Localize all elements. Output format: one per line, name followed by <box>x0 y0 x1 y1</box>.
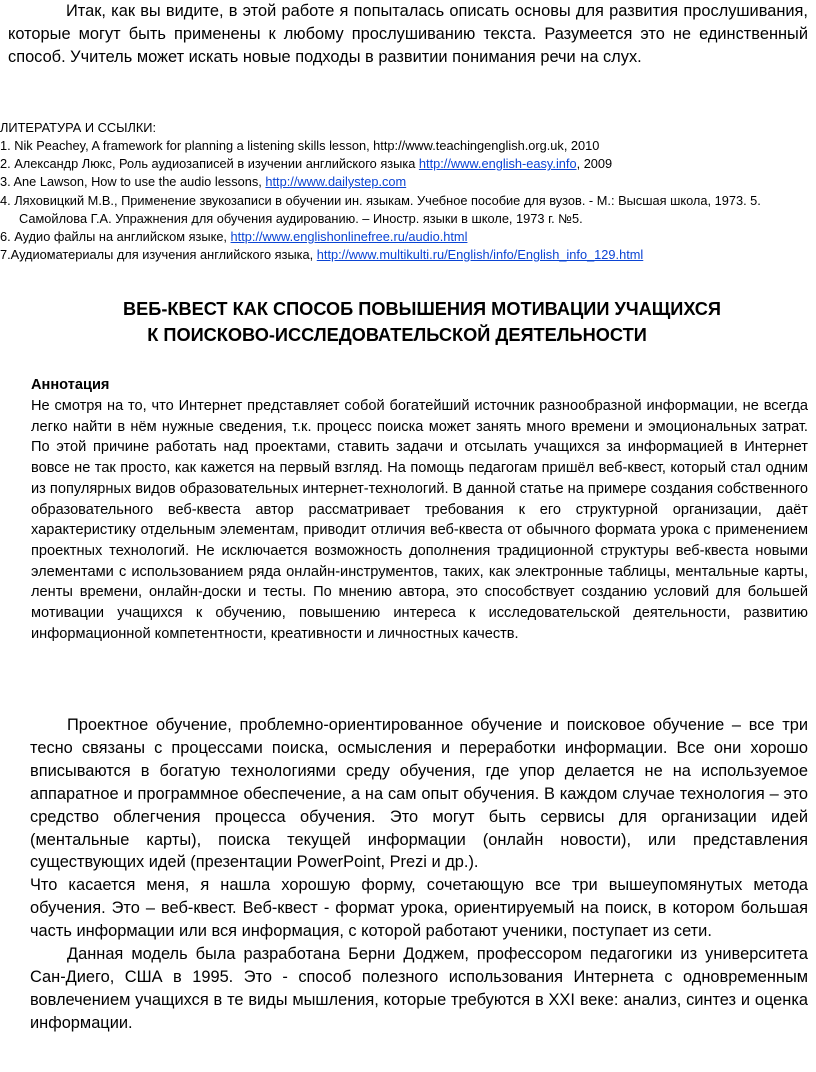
reference-link-3[interactable]: http://www.dailystep.com <box>265 174 407 190</box>
body-paragraph: Данная модель была разработана Берни Доджем, профессором педагогики из университета Сан-Диего, США в 1995. Это - способ полезного использования Интернета с одновременным вовлечением учащихся в те виды мышления, которые требуются в XXI веке: анализ, синтез и оценка информации. <box>30 945 808 1032</box>
body-paragraph: Проектное обучение, проблемно-ориентированное обучение и поисковое обучение – все три тесно связаны с процессами поиска, осмысления и переработки информации. Все они хорошо вписываются в богатую технологиями среду обучения, где упор делается не на используемое аппаратное и программное обеспечение, а на сам опыт обучения. В каждом случае технология – это средство облегчения процесса обучения. Это могут быть сервисы для организации идей (ментальные карты), поиска текущей информации (онлайн новости), или представления существующих идей (презентации PowerPoint, Prezi и др.). <box>30 716 808 872</box>
abstract-heading: Аннотация <box>31 377 110 393</box>
reference-item-1: 1. Nik Peachey, A framework for planning a listening skills lesson, http://www.teachingenglish.org.uk, 2010 <box>0 138 600 153</box>
references-list <box>0 137 810 264</box>
reference-item-2: 2. Александр Люкс, Роль аудиозаписей в изучении английского языка http://www.english-easy.info, 2009 <box>0 156 613 172</box>
reference-link-2[interactable]: http://www.english-easy.info <box>418 156 577 172</box>
article-title-line-1: ВЕБ-КВЕСТ КАК СПОСОБ ПОВЫШЕНИЯ МОТИВАЦИИ УЧАЩИХСЯ <box>122 299 721 319</box>
article-title-line-2: К ПОИСКОВО-ИССЛЕДОВАТЕЛЬСКОЙ ДЕЯТЕЛЬНОСТИ <box>147 325 647 345</box>
body-paragraph: Что касается меня, я нашла хорошую форму, сочетающую все три вышеупомянутых метода обучения. Это – веб-квест. Веб-квест - формат урока, ориентируемый на поиск, в котором большая часть информации или вся информация, с которой работают ученики, поступает из сети. <box>30 876 808 941</box>
intro-paragraph: Итак, как вы видите, в этой работе я попыталась описать основы для развития прослушивания, которые могут быть применены к любому прослушиванию текста. Разумеется это не единственный способ. Учитель может искать новые подходы в развитии понимания речи на слух. <box>8 2 808 66</box>
article-body <box>30 714 808 1035</box>
reference-item-7: 7.Аудиоматериалы для изучения английского языка, http://www.multikulti.ru/English/info/English_info_129.html <box>0 247 644 263</box>
reference-item-3: 3. Ane Lawson, How to use the audio lessons, http://www.dailystep.com <box>0 174 407 190</box>
reference-item-4: 4. Ляховицкий М.В., Применение звукозаписи в обучении ин. языкам. Учебное пособие для вузов. - М.: Высшая школа, 1973. 5. Самойлова Г.А. Упражнения для обучения аудированию. – Иностр. языки в школе, 1973 г. №5. <box>0 192 761 226</box>
article-title <box>0 296 816 348</box>
references-title: ЛИТЕРАТУРА И ССЫЛКИ: <box>0 120 157 135</box>
reference-link-7[interactable]: http://www.multikulti.ru/English/info/English_info_129.html <box>316 247 644 263</box>
reference-item-6: 6. Аудио файлы на английском языке, http://www.englishonlinefree.ru/audio.html <box>0 229 468 245</box>
abstract-text: Не смотря на то, что Интернет представляет собой богатейший источник разнообразной информации, не всегда легко найти в нём нужные сведения, т.к. процесс поиска может занять много времени и эмоциональных затрат. По этой причине работать над проектами, ставить задачи и отсылать учащихся за информацией в Интернет вовсе не так просто, как кажется на первый взгляд. На помощь педагогам пришёл веб-квест, который стал одним из популярных видов образовательных интернет-технологий. В данной статье на примере создания собственного образовательного веб-квеста автор рассматривает требования к его структурной организации, даёт характеристику отдельным элементам, приводит отличия веб-квеста от обычного формата урока с применением проектных технологий. Не исключается возможность дополнения традиционной структуры веб-квеста новыми элементами с использованием ряда онлайн-инструментов, таких, как электронные таблицы, ментальные карты, ленты времени, онлайн-доски и тесты. По мнению автора, это способствует созданию условий для большей мотивации учащихся к обучению, повышению интереса к исследовательской деятельности, развитию информационной компетентности, креативности и личностных качеств. <box>31 398 808 642</box>
reference-link-6[interactable]: http://www.englishonlinefree.ru/audio.html <box>230 229 468 245</box>
